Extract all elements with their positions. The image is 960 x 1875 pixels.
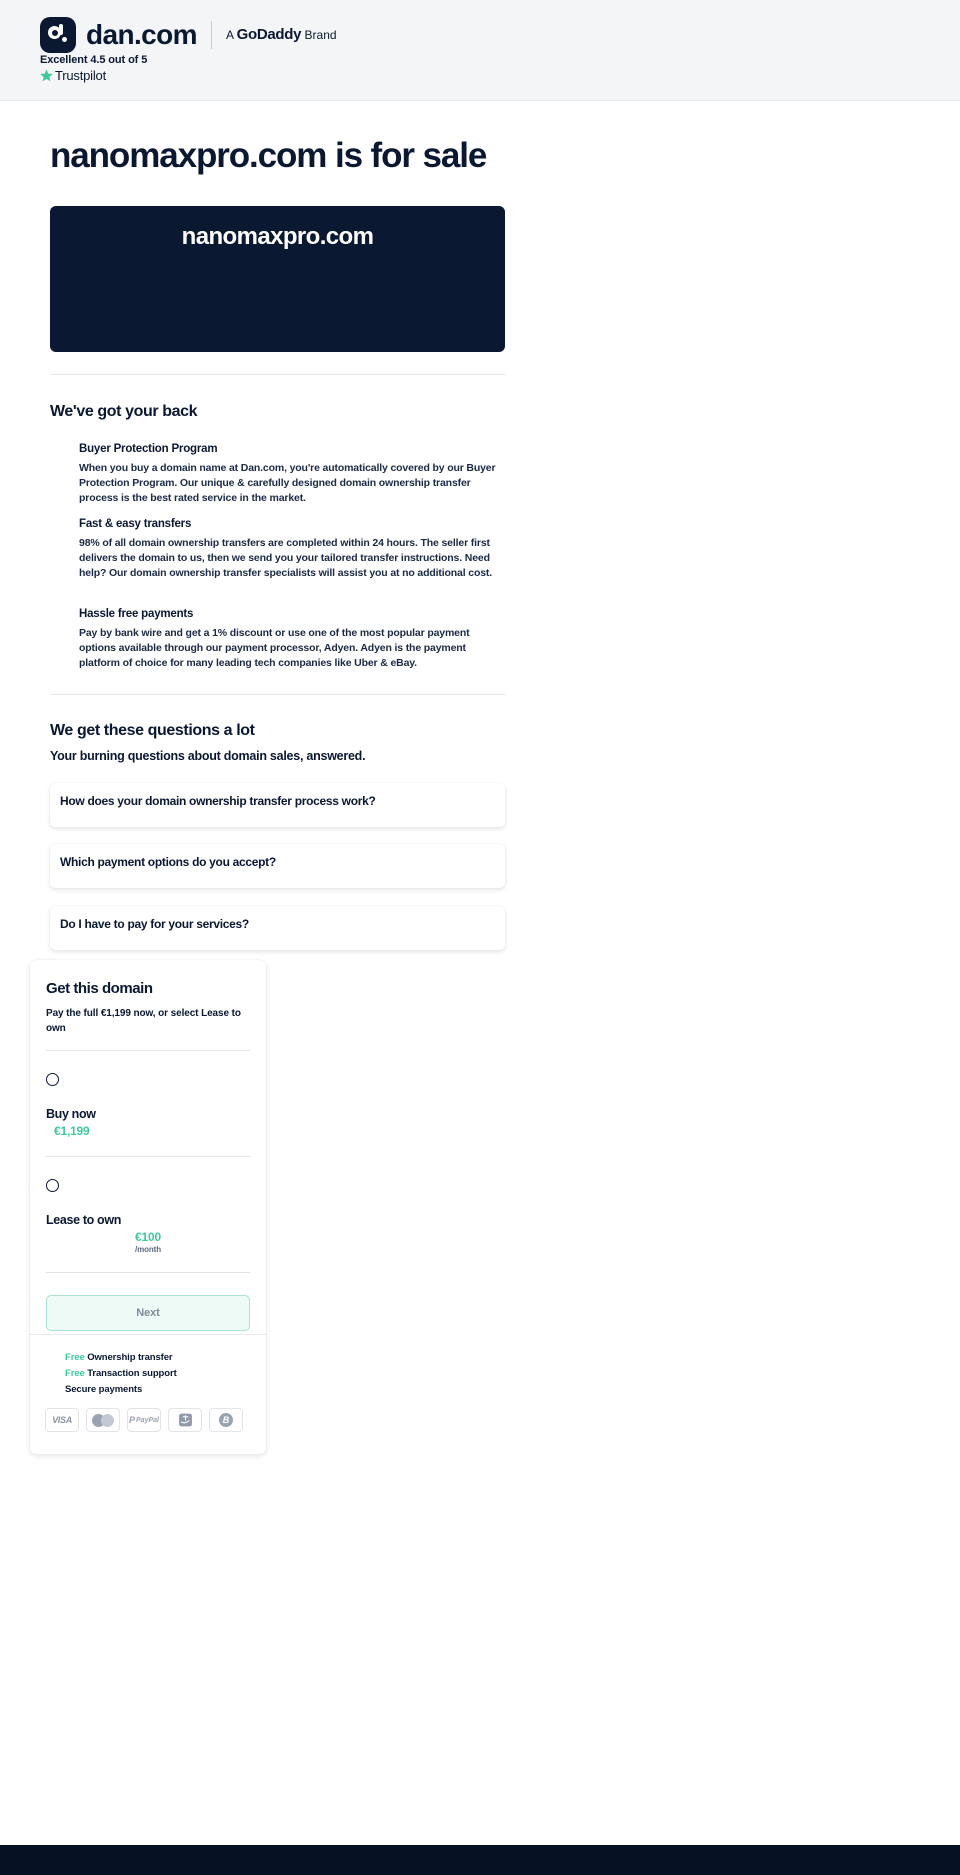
- site-header: [0, 0, 960, 101]
- godaddy-name: GoDaddy: [236, 26, 302, 43]
- next-button[interactable]: Next: [46, 1295, 250, 1331]
- faq-item-service-fees[interactable]: [50, 906, 505, 950]
- page-title: nanomaxpro.com is for sale: [50, 136, 487, 175]
- faq-section-subtitle: Your burning questions about domain sales, answered.: [50, 749, 366, 763]
- perk-ownership-transfer: [65, 1350, 177, 1366]
- visa-icon: [45, 1408, 79, 1432]
- faq-question[interactable]: Do I have to pay for your services?: [60, 917, 249, 931]
- get-domain-card: [30, 960, 266, 1454]
- perk-transaction-support: [65, 1366, 177, 1382]
- feature-title: Buyer Protection Program: [79, 443, 218, 455]
- trustpilot-rating: Excellent 4.5 out of 5: [40, 54, 148, 66]
- godaddy-brand-word: Brand: [301, 28, 337, 42]
- alipay-icon: [168, 1408, 202, 1432]
- buy-card-footer-divider: [30, 1334, 266, 1335]
- option-label: Buy now: [46, 1107, 96, 1121]
- divider-top: [50, 374, 505, 375]
- perk-secure-payments: [65, 1382, 177, 1398]
- feature-fast-transfers: [79, 518, 502, 581]
- perks-list: [65, 1350, 177, 1398]
- feature-title: Fast & easy transfers: [79, 518, 192, 530]
- section-title-back: We've got your back: [50, 403, 198, 420]
- perk-free-tag: Free: [65, 1352, 85, 1363]
- trustpilot-block: [40, 54, 147, 83]
- radio-buy-now[interactable]: [46, 1073, 59, 1086]
- dan-logo-icon[interactable]: [40, 17, 76, 53]
- option-label: Lease to own: [46, 1213, 121, 1227]
- godaddy-brand-label: [226, 17, 337, 53]
- feature-body: When you buy a domain name at Dan.com, you're automatically covered by our Buyer Protection Program. Our unique & carefully designed domain ownership transfer process is the best rated service in the market.: [79, 462, 496, 504]
- godaddy-a: A: [225, 28, 237, 42]
- faq-item-payment-options[interactable]: [50, 844, 505, 888]
- option-buy-now[interactable]: [46, 1051, 250, 1157]
- logo-wordmark[interactable]: dan.com: [86, 19, 197, 50]
- site-footer: [0, 1845, 960, 1875]
- star-icon: [40, 69, 53, 82]
- divider-faq: [50, 694, 505, 695]
- faq-question[interactable]: Which payment options do you accept?: [60, 855, 276, 869]
- brand-row: [40, 17, 337, 53]
- paypal-p-glyph: P: [129, 1415, 136, 1425]
- feature-body: Pay by bank wire and get a 1% discount or use one of the most popular payment options available through our payment processor, Adyen. Adyen is the payment platform of choice for many leading tech companies like Uber & eBay.: [79, 627, 470, 669]
- radio-lease-to-own[interactable]: [46, 1179, 59, 1192]
- option-period: /month: [134, 1245, 162, 1254]
- perk-text: Ownership transfer: [84, 1352, 173, 1363]
- faq-item-transfer-process[interactable]: [50, 783, 505, 827]
- trustpilot-name: Trustpilot: [55, 68, 106, 83]
- alipay-glyph: [178, 1413, 193, 1427]
- paypal-label: PayPal: [136, 1416, 159, 1424]
- feature-body: 98% of all domain ownership transfers are completed within 24 hours. The seller first delivers the domain to us, then we send you your tailored transfer instructions. Need help? Our domain ownership transfer specialists will assist you at no additional cost.: [79, 537, 493, 579]
- feature-title: Hassle free payments: [79, 608, 194, 620]
- hero-domain-name: nanomaxpro.com: [181, 223, 374, 250]
- bitcoin-icon: [209, 1408, 243, 1432]
- brand-divider: [211, 21, 212, 49]
- feature-buyer-protection: [79, 443, 502, 506]
- perk-free-tag: Free: [65, 1368, 85, 1379]
- domain-hero-card: [50, 206, 505, 352]
- faq-question[interactable]: How does your domain ownership transfer process work?: [60, 794, 376, 808]
- option-price: €1,199: [54, 1124, 90, 1138]
- perk-text: Secure payments: [65, 1384, 143, 1395]
- visa-label: VISA: [52, 1415, 72, 1425]
- feature-hassle-free-payments: [79, 608, 502, 671]
- buy-card-subtitle: Pay the full €1,199 now, or select Lease to own: [46, 1008, 241, 1034]
- mastercard-icon: [86, 1408, 120, 1432]
- perk-text: Transaction support: [84, 1368, 177, 1379]
- option-divider: [46, 1272, 250, 1273]
- option-price: €100: [135, 1230, 161, 1244]
- bitcoin-glyph: B: [219, 1413, 233, 1427]
- paypal-icon: [127, 1408, 161, 1432]
- faq-section-title: We get these questions a lot: [50, 722, 255, 739]
- option-lease-to-own[interactable]: [46, 1157, 250, 1273]
- buy-card-title: Get this domain: [46, 980, 153, 997]
- payment-methods-row: [45, 1408, 243, 1432]
